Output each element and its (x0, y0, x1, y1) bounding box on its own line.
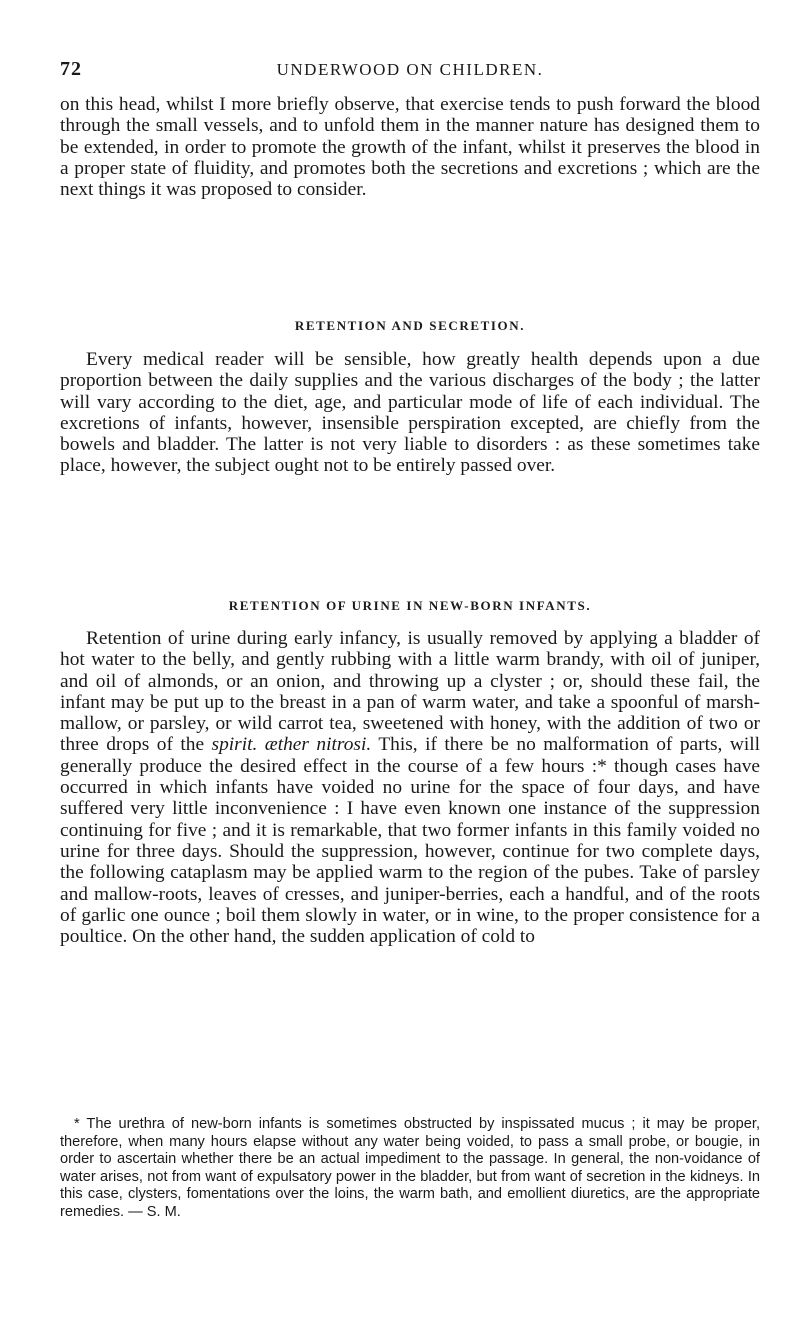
section-heading-retention-secretion: RETENTION AND SECRETION. (294, 318, 526, 333)
paragraph-text (60, 628, 760, 947)
paragraph-text: Every medical reader will be sensible, how greatly health depends upon a due proportion between the daily supplies and the various discharges of the body ; the latter will vary according to the diet, age, and particular mode of life of each individual. The excretions of infants, however, insensible perspiration excepted, are chiefly from the bowels and bladder. The latter is not very liable to disorders : as these sometimes take place, however, the subject ought not to be entirely passed over. (60, 349, 760, 477)
section-heading-retention-urine: RETENTION OF URINE IN NEW-BORN INFANTS. (228, 598, 592, 613)
page-number: 72 (60, 58, 82, 80)
italic-term: spirit. æther nitrosi. (211, 734, 372, 756)
paragraph-retention-urine (60, 628, 760, 947)
paragraph-continuation (60, 94, 760, 200)
running-head (60, 58, 760, 84)
footnote (60, 1116, 760, 1222)
paragraph-text: on this head, whilst I more briefly observe, that exercise tends to push forward the blood through the small vessels, and to unfold them in the manner nature has designed them to be extended, in order to promote the growth of the infant, whilst it preserves the blood in a proper state of fluidity, and promotes both the secretions and excretions ; which are the next things it was proposed to consider. (60, 94, 760, 201)
paragraph-text-part: This, if there be no malformation of parts, will generally produce the desired effect in the course of a few hours :* though cases have occurred in which infants have voided no urine for the space of four days, and have suffered very little inconvenience : I have even known one instance of the suppression continuing for five ; and it is remarkable, that two former infants in this family voided no urine for three days. Should the suppression, however, continue for two complete days, the following cataplasm may be applied warm to the region of the pubes. Take of parsley and mallow-roots, leaves of cresses, and juniper-berries, each a handful, and of the roots of garlic one ounce ; boil them slowly in water, or in wine, to the proper consistence for a poultice. On the other hand, the sudden application of cold to (60, 734, 760, 948)
paragraph-text-part: Retention of urine during early infancy, is usually removed by applying a bladder of hot water to the belly, and gently rubbing with a little warm brandy, with oil of juniper, and oil of almonds, or an onion, and throwing up a clyster ; or, should these fail, the infant may be put up to the breast in a pan of warm water, and take a spoonful of marsh-mallow, or parsley, or wild carrot tea, sweetened with honey, with the addition of two or three drops of the (60, 628, 760, 756)
paragraph-retention-secretion (60, 349, 760, 477)
running-title: UNDERWOOD ON CHILDREN. (276, 60, 544, 79)
footnote-text: * The urethra of new-born infants is sometimes obstructed by inspissated mucus ; it may be proper, therefore, when many hours elapse without any water being voided, to pass a small probe, or bougie, in order to ascertain whether there be an actual impediment to the passage. In general, the non-voidance of water arises, not from want of expulsatory power in the bladder, but from want of secretion in the kidneys. In this case, clysters, fomentations over the loins, the warm bath, and emollient diuretics, are the appropriate remedies. — S. M. (60, 1116, 760, 1220)
